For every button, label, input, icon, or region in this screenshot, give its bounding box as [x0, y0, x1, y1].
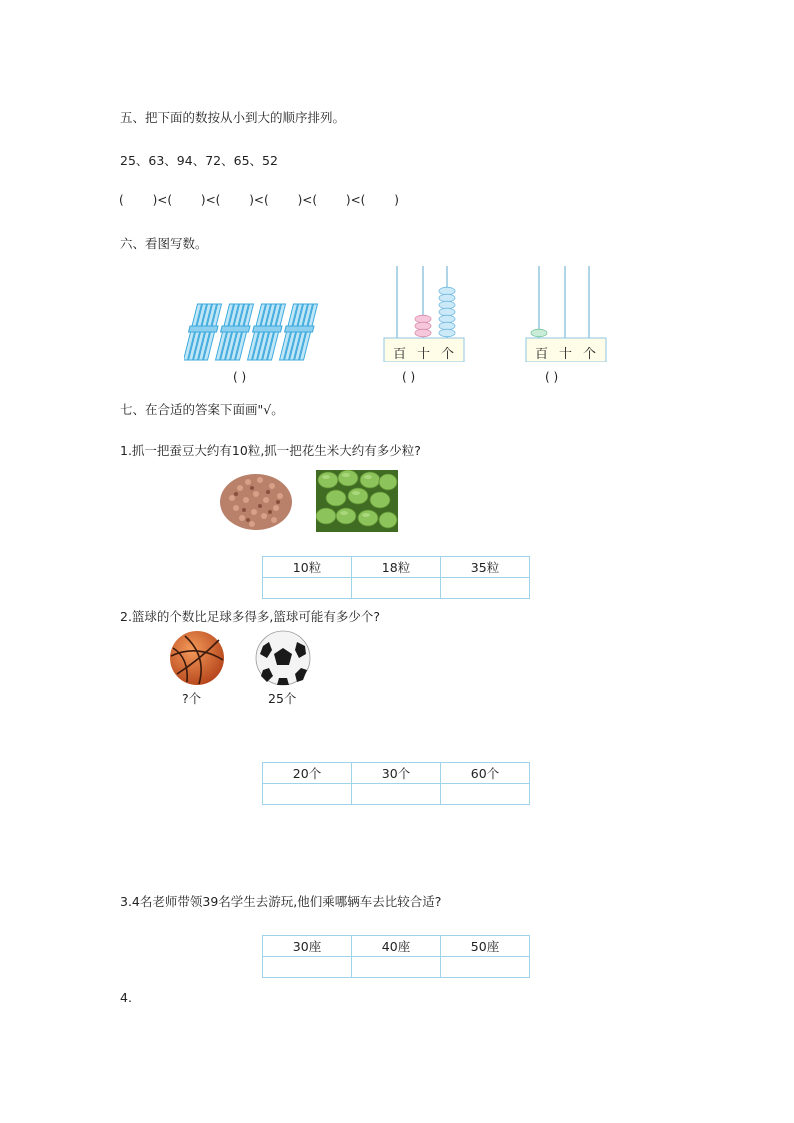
q3-option-2: 40座: [352, 936, 441, 957]
football-image: [255, 630, 311, 686]
abacus-1-hundreds-label: 百: [393, 347, 407, 362]
q1-option-1: 10粒: [263, 557, 352, 578]
section5-title: 五、把下面的数按从小到大的顺序排列。: [120, 110, 346, 125]
q1-answer-cell-2[interactable]: [352, 578, 441, 599]
q1-options-table: [262, 556, 530, 599]
q3-option-1: 30座: [263, 936, 352, 957]
basketball-label: ?个: [182, 691, 202, 706]
basketball-image: [169, 630, 225, 686]
q1-answer-cell-1[interactable]: [263, 578, 352, 599]
q1-text: 1.抓一把蚕豆大约有10粒,抓一把花生米大约有多少粒?: [120, 443, 421, 458]
answer-blank-2[interactable]: ( ): [402, 370, 416, 384]
q3-answer-cell-3[interactable]: [441, 957, 530, 978]
section6-title: 六、看图写数。: [120, 236, 208, 251]
q2-option-3: 60个: [441, 763, 530, 784]
numbers-list: 25、63、94、72、65、52: [120, 153, 278, 168]
abacus-1-ones-label: 个: [441, 347, 455, 362]
q2-option-2: 30个: [352, 763, 441, 784]
q3-options-table: [262, 935, 530, 978]
answer-blank-3[interactable]: ( ): [545, 370, 559, 384]
q1-answer-cell-3[interactable]: [441, 578, 530, 599]
q3-option-3: 50座: [441, 936, 530, 957]
peanuts-image: [218, 470, 294, 532]
q1-option-2: 18粒: [352, 557, 441, 578]
q3-text: 3.4名老师带领39名学生去游玩,他们乘哪辆车去比较合适?: [120, 894, 442, 909]
q4-text: 4.: [120, 990, 132, 1005]
q2-answer-cell-3[interactable]: [441, 784, 530, 805]
q2-options-table: [262, 762, 530, 805]
ordering-blanks[interactable]: ( )<( )<( )<( )<( )<( ): [119, 193, 399, 207]
q2-answer-cell-2[interactable]: [352, 784, 441, 805]
broad-beans-image: [316, 470, 398, 532]
q1-option-3: 35粒: [441, 557, 530, 578]
abacus-2-tens-label: 十: [559, 347, 573, 362]
section7-title: 七、在合适的答案下面画"√。: [120, 402, 284, 417]
q2-answer-cell-1[interactable]: [263, 784, 352, 805]
stick-bundles-image: [184, 302, 326, 366]
q2-option-1: 20个: [263, 763, 352, 784]
football-label: 25个: [268, 691, 297, 706]
q3-answer-cell-2[interactable]: [352, 957, 441, 978]
q2-text: 2.篮球的个数比足球多得多,篮球可能有多少个?: [120, 609, 381, 624]
abacus-1-tens-label: 十: [417, 347, 431, 362]
answer-blank-1[interactable]: ( ): [233, 370, 247, 384]
q3-answer-cell-1[interactable]: [263, 957, 352, 978]
abacus-2-ones-label: 个: [583, 347, 597, 362]
abacus-2-hundreds-label: 百: [535, 347, 549, 362]
